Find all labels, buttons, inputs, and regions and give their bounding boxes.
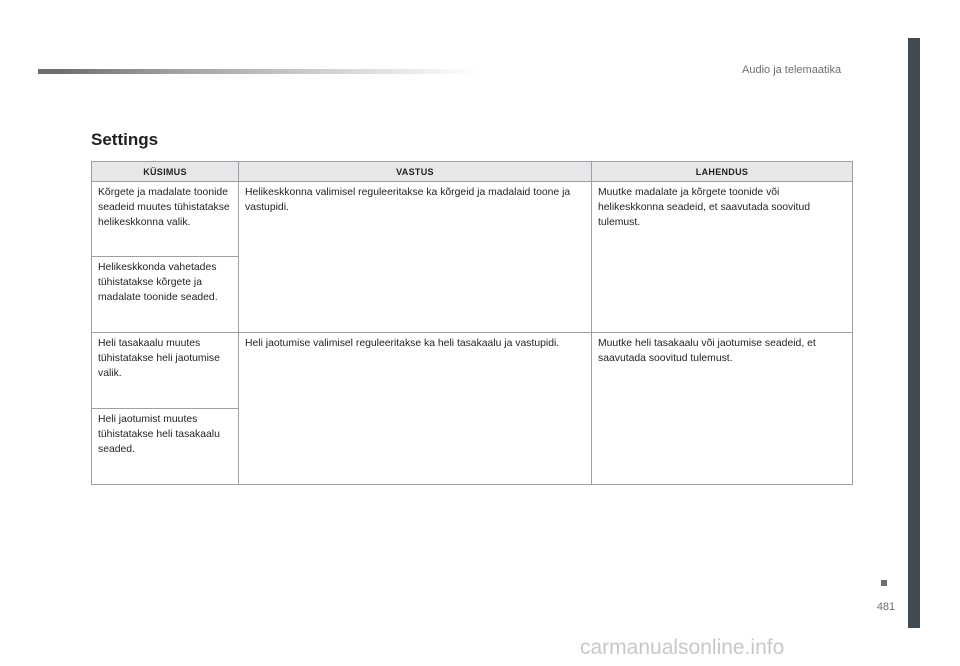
question-cell: Kõrgete ja madalate toonide seadeid muutes tühistatakse helikeskkonna valik.: [92, 182, 239, 257]
table-row: [92, 182, 853, 257]
column-header-answer: VASTUS: [239, 162, 592, 182]
side-strip: [908, 38, 920, 628]
answer-cell: Helikeskkonna valimisel reguleeritakse ka kõrgeid ja madalaid toone ja vastupidi.: [239, 182, 592, 333]
question-cell: Heli tasakaalu muutes tühistatakse heli jaotumise valik.: [92, 333, 239, 409]
solution-cell: Muutke madalate ja kõrgete toonide või helikeskkonna seadeid, et saavutada soovitud tulemust.: [592, 182, 853, 333]
watermark: carmanualsonline.info: [580, 636, 785, 659]
section-label: Audio ja telemaatika: [742, 64, 842, 76]
question-cell: Heli jaotumist muutes tühistatakse heli tasakaalu seaded.: [92, 409, 239, 485]
table-row: [92, 333, 853, 409]
column-header-question: KÜSIMUS: [92, 162, 239, 182]
header-gradient-bar: [38, 69, 478, 74]
solution-cell: Muutke heli tasakaalu või jaotumise seadeid, et saavutada soovitud tulemust.: [592, 333, 853, 485]
page-title: Settings: [91, 130, 159, 149]
page-number: 481: [876, 601, 896, 613]
troubleshooting-table: [91, 161, 853, 485]
question-cell: Helikeskkonda vahetades tühistatakse kõrgete ja madalate toonide seaded.: [92, 257, 239, 333]
column-header-solution: LAHENDUS: [592, 162, 853, 182]
table-header-row: [92, 162, 853, 182]
page-marker-square: [881, 580, 887, 586]
answer-cell: Heli jaotumise valimisel reguleeritakse ka heli tasakaalu ja vastupidi.: [239, 333, 592, 485]
